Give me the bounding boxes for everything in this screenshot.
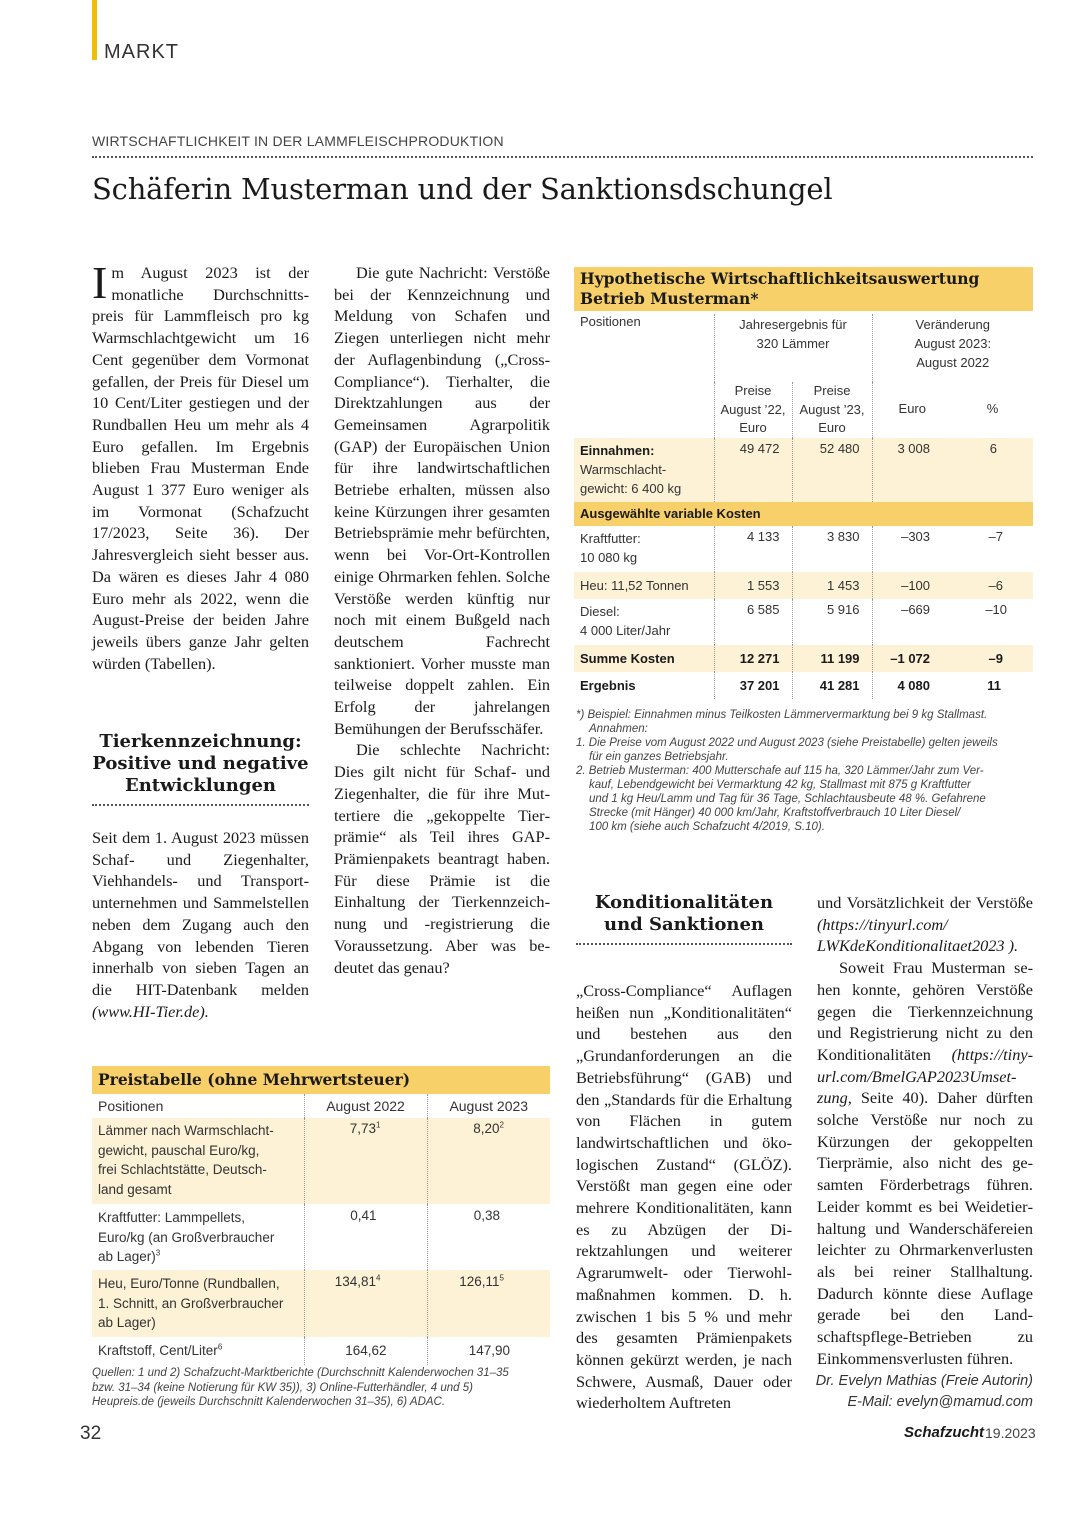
hi-tier-link[interactable]: (www.HI-Tier.de).: [92, 1001, 209, 1021]
text-column-2: [334, 262, 550, 978]
drop-cap: I: [92, 257, 108, 308]
price-cell: 164,62: [304, 1337, 427, 1365]
econ-cell: 3 830: [792, 526, 872, 572]
footnote-line: 100 km (siehe auch Schafzucht 4/2019, S.10).: [589, 821, 825, 833]
econ-kosten-bar: Ausgewählte variable Kosten: [574, 502, 1033, 526]
econ-cell: –1 072: [872, 645, 952, 672]
econ-cell: –303: [872, 526, 952, 572]
article-headline: Schäferin Musterman und der Sanktionsdschungel: [92, 172, 833, 206]
col4-text: Soweit Frau Musterman sehen konnte, gehören Verstöße gegen die Tierkennzeichnung und Registrierung nicht zu den Konditionalitäten: [817, 958, 1033, 1064]
row-sublabel: Warmschlacht-: [580, 462, 667, 477]
econ-title-line: Hypothetische Wirtschaftlichkeitsauswertung: [580, 269, 980, 288]
econ-title-line: Betrieb Musterman*: [580, 289, 759, 308]
col4-text: Seite 40). Daher dürften solche Verstöße nur noch zu Kürzungen der gekoppelten Tierprämie, also nicht des gesamten Förderbetrags führen. Leider kommt es bei Weidetierhaltung und Wanderschäfereien leichter zu Ohrmarkenverlusten als bei reiner Stallhaltung. Dadurch könnte diese Auflage gerade bei den Landschaftspflege-Betrieben zu Einkommensverlusten führen.: [817, 1088, 1033, 1368]
superscript: 6: [217, 1342, 223, 1352]
kicker-divider: [92, 156, 1033, 158]
superscript: 1: [376, 1120, 381, 1130]
econ-row-kraftfutter: [574, 526, 1033, 572]
header-line: Preise: [734, 383, 772, 398]
econ-row-diesel: [574, 599, 1033, 645]
subhead-line: Entwicklungen: [124, 775, 277, 796]
price-row-heu: [92, 1270, 550, 1337]
econ-cell: 37 201: [714, 672, 792, 699]
footnote-line: kauf, Lebendgewicht bei Vermarktung 42 kg, Stallmast mit 875 g Kraftfutter: [589, 779, 971, 791]
econ-cell: –9: [952, 645, 1033, 672]
footnote-line: und 1 kg Heu/Lamm und Tag für 36 Tage, Schlachtausbeute 48 %. Gefahrene: [589, 793, 986, 805]
label-line: Euro/kg (an Großverbraucher: [98, 1229, 275, 1245]
text-column-3: [576, 980, 792, 1414]
price-cell: [304, 1270, 427, 1337]
header-line: August 2022: [916, 355, 990, 370]
subhead-divider: [92, 804, 309, 806]
text-column-4: [817, 892, 1033, 1369]
superscript: 3: [155, 1248, 161, 1258]
section-accent-bar: [92, 0, 97, 60]
footnote-line: Quellen: 1 und 2) Schafzucht-Marktberichte (Durchschnitt Kalenderwochen 31–35: [92, 1367, 509, 1379]
subhead-line: Tierkennzeichnung:: [99, 731, 302, 752]
subhead-line: und Sanktionen: [603, 914, 765, 935]
price-header-august-2022: August 2022: [304, 1094, 427, 1118]
label-line: 1. Schnitt, an Großverbraucher: [98, 1295, 284, 1311]
econ-footnotes: [576, 708, 1036, 834]
econ-cell: 3 008: [872, 438, 952, 502]
econ-cell: –10: [985, 602, 1008, 617]
econ-row-ergebnis: [574, 672, 1033, 699]
econ-cell-label: [574, 438, 714, 502]
label-line: ab Lager): [98, 1315, 156, 1330]
text-column-1: [92, 257, 309, 674]
price-cell-label: [92, 1337, 304, 1365]
econ-cell: 11: [987, 678, 1002, 693]
price-cell-label: [92, 1204, 304, 1270]
econ-cell-label: Summe Kosten: [574, 645, 714, 672]
price-row-kraftstoff: [92, 1337, 550, 1365]
col1-paragraph-2: Seit dem 1. August 2023 müssen Schaf- und Ziegenhalter, Viehhandels- und Transportunternehmen und Sammelstellen neben dem Zugang auch den Abgang von lebenden Tieren innerhalb von sieben Tagen an die HIT-Datenbank melden: [92, 828, 309, 999]
econ-cell: 4 133: [714, 526, 792, 572]
header-line: August ’22,: [720, 401, 786, 417]
econ-cell: 6: [952, 438, 1033, 502]
econ-row-heu: [574, 572, 1033, 599]
issue-number: 19.2023: [985, 1425, 1036, 1441]
header-line: Euro: [739, 420, 767, 435]
price-cell: [304, 1118, 427, 1204]
value: 7,73: [349, 1121, 377, 1136]
subhead-line: Positive und negative: [92, 753, 309, 774]
konditionalitaet-link[interactable]: (https://tinyurl.com/ LWKdeKonditionalitaet2023 ).: [817, 914, 1019, 956]
row-sublabel: 4 000 Liter/Jahr: [580, 623, 671, 638]
subhead-divider: [576, 943, 792, 945]
author-name: Dr. Evelyn Mathias (Freie Autorin): [815, 1373, 1033, 1389]
col4-text: und Vorsätzlichkeit der Verstöße: [817, 893, 1033, 912]
price-cell: 0,41: [304, 1204, 427, 1270]
footnote-line: 2. Betrieb Musterman: 400 Mutterschafe auf 115 ha, 320 Lämmer/Jahr zum Ver-: [576, 765, 984, 777]
magazine-logo: Schafzucht: [904, 1424, 985, 1441]
value: 134,81: [334, 1274, 377, 1289]
header-line: Euro: [818, 420, 846, 435]
econ-cell: –669: [872, 599, 952, 645]
econ-cell: 49 472: [714, 438, 792, 502]
econ-cell: 4 080: [872, 672, 952, 699]
superscript: 5: [499, 1273, 504, 1283]
econ-header-veraenderung: [872, 314, 1033, 382]
text-column-1b: [92, 827, 309, 1022]
row-label: Einnahmen:: [580, 443, 655, 458]
econ-cell: –100: [872, 572, 952, 599]
superscript: 4: [376, 1273, 381, 1283]
price-cell: 0,38: [427, 1204, 550, 1270]
value: 126,11: [459, 1274, 500, 1289]
author-email[interactable]: E-Mail: evelyn@mamud.com: [847, 1394, 1033, 1410]
econ-row-kosten-header: [574, 502, 1033, 526]
price-table: [92, 1094, 550, 1365]
label-line: Lämmer nach Warmschlacht-: [98, 1123, 274, 1138]
econ-header-preise-22: [714, 382, 792, 438]
label-text: Kraftstoff, Cent/Liter: [98, 1343, 218, 1358]
econ-cell: 11 199: [792, 645, 872, 672]
footnote-line: Annahmen:: [589, 723, 648, 735]
econ-cell-label: Ergebnis: [580, 678, 636, 693]
col2-paragraph-2: Die schlechte Nachricht: Dies gilt nicht für Schaf- und Ziegenhalter, die für ihre Muttertiere die „gekoppelte Tierprämie“ als Teil ihres GAP-Prämienpakets beantragt haben. Für diese Prämie ist die Einhaltung der Tierkennzeichnung und -registrierung die Voraussetzung. Aber was bedeutet das genau?: [334, 740, 550, 977]
label-line: Heu, Euro/Tonne (Rundballen,: [98, 1276, 280, 1291]
price-cell: [427, 1270, 550, 1337]
footnote-line: für ein ganzes Betriebsjahr.: [589, 751, 729, 763]
econ-cell: 52 480: [792, 438, 872, 502]
footnote-line: bzw. 31–34 (keine Notierung für KW 35)), 3) Online-Futterhändler, 4 und 5): [92, 1381, 473, 1394]
econ-cell: 1 553: [714, 572, 792, 599]
subhead-line: Konditionalitäten: [594, 892, 774, 913]
label-line: Kraftfutter: Lammpellets,: [98, 1210, 246, 1225]
econ-header-euro: Euro: [872, 382, 952, 438]
price-row-kraftfutter: [92, 1204, 550, 1270]
label-line: land gesamt: [98, 1181, 172, 1197]
price-footnotes: [92, 1366, 552, 1410]
row-sublabel: gewicht: 6 400 kg: [580, 481, 682, 496]
econ-cell: 12 271: [714, 645, 792, 672]
econ-table-title: [574, 267, 1033, 311]
col2-paragraph-1: Die gute Nachricht: Verstöße bei der Kennzeichnung und Meldung von Schafen und Ziegen unterliegen nicht mehr der Auflagenbindung („Cross-Compliance“). Tierhalter, die Direktzahlungen aus der Gemeinsamen Agrarpolitik (GAP) der Europäischen Union für ihre landwirtschaftlichen Betriebe erhalten, müssen also keine Kürzungen ihrer gesamten Betriebsprämie mehr befürchten, wenn bei Vor-Ort-Kontrollen einige Ohrmarken fehlen. Solche Verstöße werden künftig nur noch mit einem Bußgeld nach deutschem Fachrecht sanktioniert. Vorher musste man teilweise doppelt zahlen. Ein Erfolg der jahrelangen Bemühungen der Berufsschäfer.: [334, 263, 550, 738]
article-kicker: WIRTSCHAFTLICHKEIT IN DER LAMMFLEISCHPRODUKTION: [92, 133, 504, 149]
econ-cell-label: [574, 599, 714, 645]
row-sublabel: 10 080 kg: [580, 550, 638, 565]
page-number: 32: [80, 1423, 102, 1444]
header-line: August 2023:: [914, 336, 992, 351]
label-line: gewicht, pauschal Euro/kg,: [98, 1142, 260, 1158]
superscript: 2: [499, 1120, 504, 1130]
price-cell: 147,90: [427, 1337, 550, 1365]
econ-cell: –6: [952, 572, 1033, 599]
label-text: ab Lager): [98, 1249, 156, 1264]
price-table-title: Preistabelle (ohne Mehrwertsteuer): [92, 1066, 550, 1094]
footnote-line: *) Beispiel: Einnahmen minus Teilkosten Lämmervermarktung bei 9 kg Stallmast.: [576, 709, 988, 721]
header-line: Veränderung: [915, 317, 990, 332]
subhead-konditionalitaeten: [576, 892, 792, 936]
value: 8,20: [473, 1121, 500, 1136]
econ-table: [574, 314, 1033, 699]
price-cell: [427, 1118, 550, 1204]
econ-cell-label: [574, 526, 714, 572]
price-cell-label: [92, 1118, 304, 1204]
price-cell-label: [92, 1270, 304, 1337]
econ-cell: 5 916: [792, 599, 872, 645]
section-label: MARKT: [104, 41, 179, 63]
econ-header-preise-23: [792, 382, 872, 438]
label-line: [98, 1247, 298, 1267]
econ-cell: 1 453: [792, 572, 872, 599]
label-line: frei Schlachtstätte, Deutsch-: [98, 1162, 267, 1177]
bmel-link[interactable]: (https://tinyurl.com/BmelGAP2023Umsetzung,: [817, 1044, 1033, 1108]
econ-cell: –7: [988, 529, 1004, 544]
row-label: Diesel:: [580, 604, 620, 619]
subhead-tierkennzeichnung: [92, 731, 309, 797]
econ-header-pct: %: [986, 401, 999, 416]
econ-cell: 41 281: [792, 672, 872, 699]
header-line: 320 Lämmer: [756, 336, 830, 351]
price-header-positionen: Positionen: [98, 1098, 164, 1114]
econ-row-summe: [574, 645, 1033, 672]
col1-paragraph-1: m August 2023 ist der monatliche Durchschnittspreis für Lammfleisch pro kg Warmschlachtgewicht um 16 Cent gegenüber dem Vormonat gefallen, der Preis für Diesel um 10 Cent/Liter gestiegen und der Rundballen Heu um mehr als 4 Euro gefallen. Im Ergebnis blieben Frau Musterman Ende August 1 377 Euro weniger als im Vormonat (Schafzucht 17/2023, Seite 36). Der Jahresvergleich sieht besser aus. Da wären es dieses Jahr 4 080 Euro mehr als 2022, wenn die August-Preise der beiden Jahre jeweils übers ganze Jahr gelten würden (Tabellen).: [92, 263, 309, 673]
footnote-line: Strecke (mit Hänger) 40 000 km/Jahr, Kraftstoffverbrauch 10 Liter Diesel/: [589, 807, 961, 819]
econ-cell-label: Heu: 11,52 Tonnen: [574, 572, 714, 599]
header-line: Jahresergebnis für: [739, 317, 847, 332]
header-line: August ’23,: [799, 401, 865, 417]
econ-cell: 6 585: [714, 599, 792, 645]
econ-header-positionen: Positionen: [580, 314, 641, 329]
col3-paragraph-1: „Cross-Compliance“ Auflagen heißen nun „Konditionalitäten“ und bestehen aus den „Grundanforderungen an die Betriebsführung“ (GAB) und den „Standards für die Erhaltung von Flächen in gutem landwirtschaftlichen und ökologischen Zustand“ (GLÖZ). Verstößt man gegen eine oder mehrere Konditionalitäten, kann es zu Abzügen der Direktzahlungen und weiterer Agrarumwelt- oder Tierwohlmaßnahmen kommen. D. h. zwischen 1 bis 5 % und mehr des gesamten Prämienpakets können gekürzt werden, je nach Schwere, Ausmaß, Dauer oder wiederholtem Auftreten: [576, 981, 792, 1413]
price-header-august-2023: August 2023: [427, 1094, 550, 1118]
header-line: Preise: [813, 383, 851, 398]
footnote-line: 1. Die Preise vom August 2022 und August 2023 (siehe Preistabelle) gelten jeweils: [576, 737, 998, 749]
econ-header-jahresergebnis: [714, 314, 872, 382]
footnote-line: Heupreis.de (jeweils Durchschnitt Kalenderwochen 31–35), 6) ADAC.: [92, 1396, 446, 1408]
price-row-laemmer: [92, 1118, 550, 1204]
row-label: Kraftfutter:: [580, 531, 641, 546]
econ-row-einnahmen: [574, 438, 1033, 502]
